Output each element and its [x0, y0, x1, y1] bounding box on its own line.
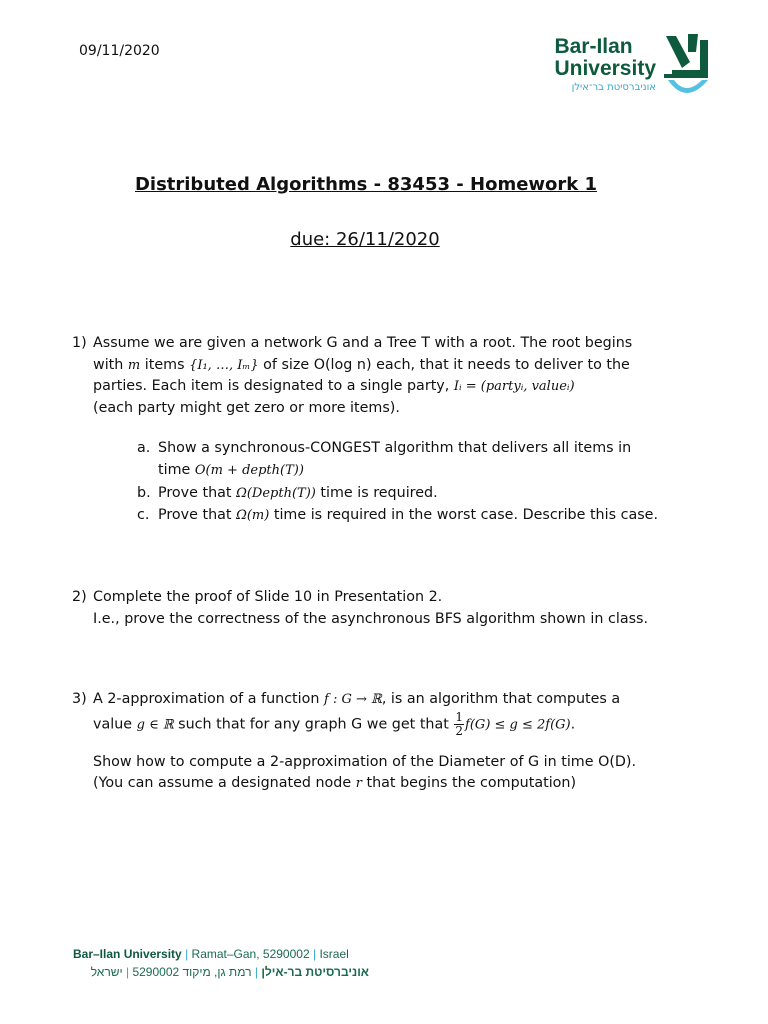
logo-name-line2: University — [554, 57, 656, 80]
logo-name-line1: Bar-Ilan — [554, 35, 633, 58]
logo-wordmark — [554, 36, 656, 80]
question-number: 1) — [72, 335, 87, 351]
university-logo — [554, 30, 712, 96]
question-body: A 2-approximation of a function f : G → ℝ, is an algorithm that computes a value g ∈ ℝ such that for any graph G we get that $\frac{1}{2}$ f(G) ≤ g ≤ 2f(G). Show how to compute a 2-approximation of the Diameter of G in time O(D). (You can assume a designated node r that begins the computation) — [93, 691, 637, 791]
footer-address-english: Bar–Ilan University | Ramat–Gan, 5290002 | Israel — [73, 947, 349, 961]
logo-emblem-icon — [660, 30, 712, 96]
q1-line2: with m items {I₁, …, Iₘ} of size O(log n) each, that it needs to deliver to the — [93, 356, 630, 373]
page-title: Distributed Algorithms - 83453 - Homework 1 — [134, 174, 598, 195]
footer-address-hebrew: אוניברסיטת בר-אילן | רמת גן, מיקוד 5290002 | ישראל — [90, 965, 369, 979]
q1-line1: Assume we are given a network G and a Tree T with a root. The root begins — [93, 335, 633, 351]
question-number: 3) — [72, 691, 87, 707]
due-date: due: 26/11/2020 — [290, 229, 440, 250]
question-number: 2) — [72, 589, 87, 605]
document-date: 09/11/2020 — [79, 43, 160, 59]
logo-hebrew: אוניברסיטת בר־אילן — [571, 82, 656, 93]
fraction: $\frac{1}{2}$ — [455, 709, 464, 738]
question-body: Complete the proof of Slide 10 in Presentation 2. I.e., prove the correctness of the asynchronous BFS algorithm shown in class. — [93, 589, 649, 627]
q1-line4: (each party might get zero or more items). — [93, 399, 400, 416]
question-body — [93, 333, 693, 419]
q1-line3: parties. Each item is designated to a single party, Iᵢ = (partyᵢ, valueᵢ) — [93, 378, 575, 394]
